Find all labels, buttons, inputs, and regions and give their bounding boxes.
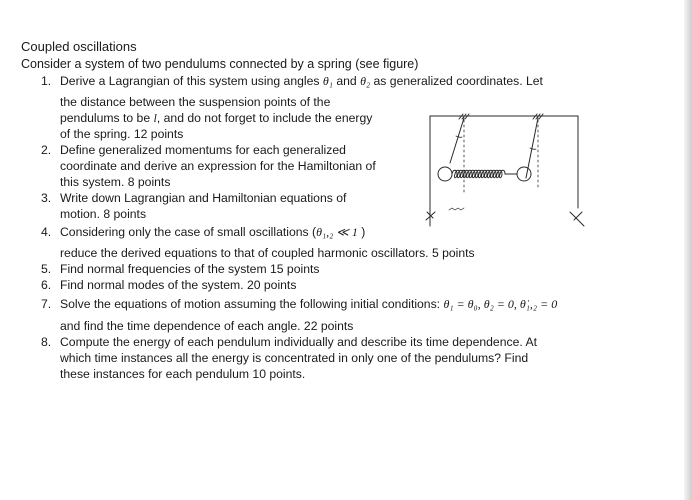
right-pendulum-bob [517, 167, 531, 181]
item-6-text: Find normal modes of the system. 20 points [60, 278, 297, 292]
item-4-line-2: reduce the derived equations to that of coupled harmonic oscillators. 5 points [60, 246, 475, 260]
item-8-line-1: Compute the energy of each pendulum individually and describe its time dependence. At [60, 335, 537, 349]
midline-scribble [449, 208, 464, 210]
coupled-pendulums-figure [418, 108, 608, 236]
spring [452, 170, 517, 178]
item-7-line-2: and find the time dependence of each angle. 22 points [60, 319, 354, 333]
page-title: Coupled oscillations [21, 39, 137, 54]
item-1-line-1-text: Derive a Lagrangian of this system using angles [60, 74, 320, 88]
item-8-line-3: these instances for each pendulum 10 points. [60, 367, 306, 381]
right-axis-cross [570, 212, 584, 226]
item-2-line-1: Define generalized momentums for each generalized [60, 143, 346, 157]
theta-2-symbol: θ₂ [360, 74, 371, 88]
item-5-text: Find normal frequencies of the system 15 points [60, 262, 320, 276]
item-4-number: 4. [41, 225, 52, 239]
item-7-line-1-text: Solve the equations of motion assuming the following initial conditions: [60, 297, 441, 311]
item-1-line-3 [60, 111, 372, 126]
item-7-line-1 [60, 297, 557, 312]
item-1-line-1 [60, 74, 543, 89]
page-edge-shadow [684, 0, 692, 500]
left-pendulum-rod [450, 118, 464, 163]
item-2-number: 2. [41, 143, 52, 157]
item-3-line-2: motion. 8 points [60, 207, 147, 221]
item-1-line-3-tail: , and do not forget to include the energy [156, 111, 373, 125]
item-1-line-2: the distance between the suspension points of the [60, 95, 331, 109]
initial-conditions: θ₁ = θ₀, θ₂ = 0, θ̇₁,₂ = 0 [443, 297, 558, 311]
item-1-line-1-tail: as generalized coordinates. Let [373, 74, 543, 88]
theta-1-symbol: θ₁ [322, 74, 333, 88]
item-4-line-1-tail: ) [361, 225, 366, 239]
right-pendulum-rod [526, 118, 538, 178]
left-pendulum-bob [438, 167, 452, 181]
length-symbol: l [153, 111, 157, 125]
item-2-line-2: coordinate and derive an expression for the Hamiltonian of [60, 159, 376, 173]
small-angle-condition: θ₁,₂ ≪ 1 [316, 225, 358, 239]
item-1-and: and [336, 74, 357, 88]
item-3-number: 3. [41, 191, 52, 205]
right-angle-mark [530, 148, 536, 149]
item-8-number: 8. [41, 335, 52, 349]
item-6-number: 6. [41, 278, 52, 292]
item-1-number: 1. [41, 74, 52, 88]
item-3-line-1: Write down Lagrangian and Hamiltonian equations of [60, 191, 347, 205]
item-8-line-2: which time instances all the energy is concentrated in only one of the pendulums? Find [60, 351, 529, 365]
item-1-line-4: of the spring. 12 points [60, 127, 184, 141]
item-5-number: 5. [41, 262, 52, 276]
item-7-number: 7. [41, 297, 52, 311]
item-2-line-3: this system. 8 points [60, 175, 171, 189]
item-4-line-1 [60, 225, 365, 240]
problem-intro: Consider a system of two pendulums connected by a spring (see figure) [21, 57, 419, 71]
item-4-line-1-text: Considering only the case of small oscillations ( [60, 225, 317, 239]
item-1-line-3-text: pendulums to be [60, 111, 151, 125]
left-angle-mark [456, 136, 462, 137]
